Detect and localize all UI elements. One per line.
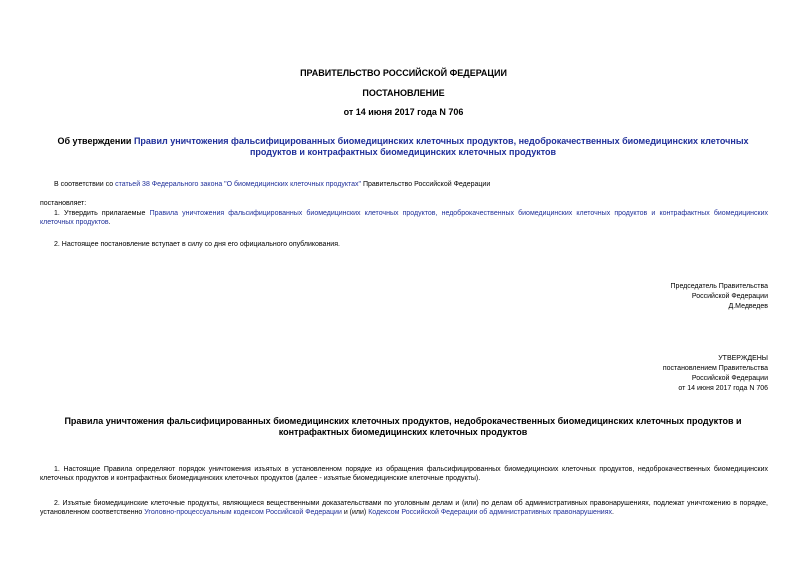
rules-paragraph-1: 1. Настоящие Правила определяют порядок уничтожения изъятых в установленном порядке из обращения фальсифицированных биомедицинских клеточных продуктов, недоброкачественных биомедицинских клеточных продуктов и контрафактных биомедицинских клеточных продуктов (далее - изъятые биомедицинские клеточные продукты). xyxy=(40,466,768,482)
law-article-link[interactable]: статьей 38 Федерального закона "О биомедицинских клеточных продуктах" xyxy=(115,181,362,188)
signature-name: Д.Медведев xyxy=(728,303,768,310)
rules-p2-mid: и (или) xyxy=(341,509,369,516)
doc-type-heading: ПОСТАНОВЛЕНИЕ xyxy=(362,88,445,98)
approved-by: постановлением Правительства xyxy=(662,365,768,372)
administrative-code-link[interactable]: Кодексом Российской Федерации об административных правонарушениях xyxy=(368,509,613,516)
rules-title: Правила уничтожения фальсифицированных биомедицинских клеточных продуктов, недоброкачественных биомедицинских клеточных продуктов и контрафактных биомедицинских клеточных продуктов xyxy=(64,416,742,437)
government-heading: ПРАВИТЕЛЬСТВО РОССИЙСКОЙ ФЕДЕРАЦИИ xyxy=(300,68,507,78)
signature-position: Председатель Правительства xyxy=(670,283,768,290)
rules-paragraph-2 xyxy=(40,499,768,517)
approved-country: Российской Федерации xyxy=(691,375,768,382)
title-prefix: Об утверждении xyxy=(57,136,134,146)
approved-date: от 14 июня 2017 года N 706 xyxy=(678,385,768,392)
date-number-heading: от 14 июня 2017 года N 706 xyxy=(343,107,464,117)
item-1-text: 1. Утвердить прилагаемые xyxy=(54,210,150,217)
title-rules-link[interactable]: Правил уничтожения фальсифицированных биомедицинских клеточных продуктов, недоброкачественных биомедицинских клеточных продуктов и контрафактных биомедицинских клеточных продуктов xyxy=(133,136,749,157)
document-title xyxy=(52,136,754,158)
preamble-text-after: Правительство Российской Федерации xyxy=(361,181,491,188)
signature-country: Российской Федерации xyxy=(691,293,768,300)
item-2: 2. Настоящее постановление вступает в силу со дня его официального опубликования. xyxy=(54,241,340,248)
criminal-procedure-code-link[interactable]: Уголовно-процессуальным кодексом Российской Федерации xyxy=(144,509,342,516)
resolves-label: постановляет: xyxy=(40,200,87,207)
preamble-text-before: В соответствии со xyxy=(54,181,116,188)
item-1 xyxy=(40,209,768,227)
item-1-rules-link[interactable]: Правила уничтожения фальсифицированных биомедицинских клеточных продуктов, недоброкачественных биомедицинских клеточных продуктов и контрафактных биомедицинских клеточных продуктов xyxy=(40,210,768,226)
rules-p2-text: 2. Изъятые биомедицинские клеточные продукты, являющиеся вещественными доказательствами по уголовным делам и (или) по делам об административных правонарушениях, подлежат уничтожению в порядке, установленном соответственно xyxy=(40,500,768,516)
preamble xyxy=(54,180,774,189)
approved-label: УТВЕРЖДЕНЫ xyxy=(718,355,768,362)
item-1-end: . xyxy=(108,219,111,226)
rules-p2-end: . xyxy=(612,509,614,516)
